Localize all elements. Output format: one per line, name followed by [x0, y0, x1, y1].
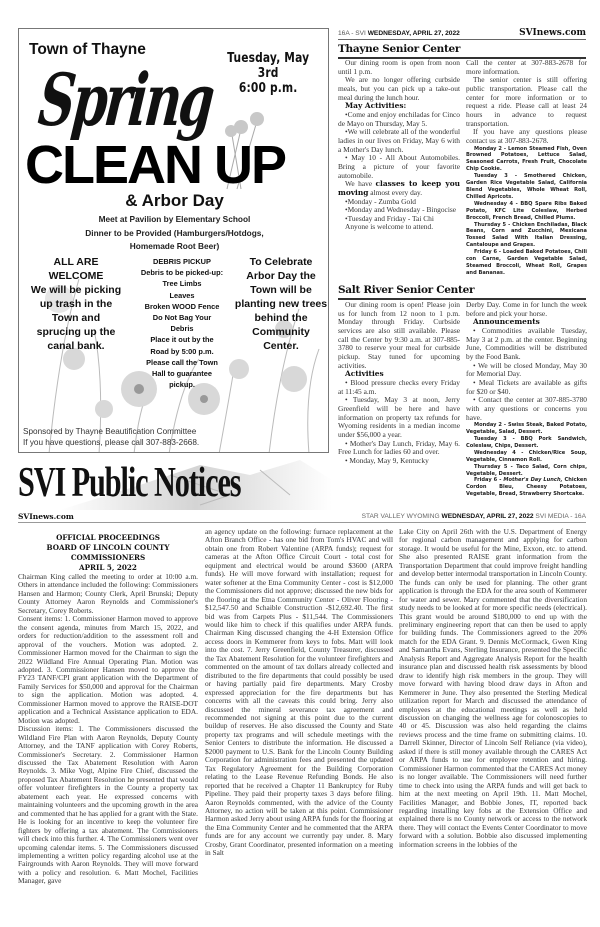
banner-title: SVI Public Notices [18, 460, 241, 506]
paragraph: •Monday - Zumba Gold [345, 196, 416, 206]
flyer-sponsor-phone: If you have questions, please call 307-883-2668. [23, 437, 200, 447]
text: We have [345, 179, 376, 189]
italic-text: Mother's Day Lunch, [503, 477, 563, 484]
paragraph: •Come and enjoy enchiladas for Cinco de Mayo on Thursday, May 5. [338, 109, 460, 128]
folio-date: WEDNESDAY, APRIL 27, 2022 [441, 513, 534, 520]
flyer-line: Place it out by the [150, 335, 214, 345]
paragraph: • Blood pressure checks every Friday at 11:45 a.m. [338, 377, 460, 396]
menu-item: Friday 6 - Loaded Baked Potatoes, Chili con Carne, Garden Vegetable Salad, Steamed Broccoli, Wheat Roll, Grapes and Bananas. [466, 249, 587, 276]
folio-page: SVI MEDIA - 16A [535, 513, 586, 520]
flyer-date-day: Tuesday, May 3rd [227, 51, 310, 81]
section-title: Thayne Senior Center [338, 43, 461, 55]
salt-river-column-2 [466, 301, 587, 507]
thayne-column-1 [338, 59, 460, 284]
notices-column-1 [18, 528, 198, 898]
flyer-date [219, 51, 317, 96]
paragraph: • We will be closed Monday, May 30 for Memorial Day. [466, 360, 587, 379]
flyer-line: up trash in the [39, 298, 113, 310]
paragraph: • Contact the center at 307-885-3780 with any questions or concerns you have. [466, 395, 587, 422]
paragraph: • Commodities available Tuesday, May 3 at 2 p.m. at the center. Beginning June, Commodities will be distributed by the Food Bank. [466, 325, 587, 361]
flyer-line: Hall to guarantee [152, 369, 212, 379]
public-notices-banner [0, 455, 332, 511]
flyer-subheadline: & Arbor Day [125, 191, 224, 210]
text: Chicken Cordon Bleu, Cheesy Potatoes, Vegetable, Bread, Strawberry Shortcake. [466, 477, 587, 498]
menu-item [466, 477, 587, 498]
flyer-line: To Celebrate [249, 256, 313, 268]
flyer-arbor-day [232, 255, 329, 353]
thayne-column-2 [466, 59, 587, 284]
flyer-line: DEBRIS PICKUP [153, 257, 211, 266]
paragraph: We are no longer offering curbside meals, but you can pick up a take-out meal during the lunch hour. [338, 75, 460, 102]
flyer-sponsor-line: Sponsored by Thayne Beautification Committee [23, 427, 197, 436]
flyer-line: sprucing up the [36, 326, 116, 338]
flyer-spring-script: Spring [35, 57, 216, 142]
notices-column-3 [399, 528, 587, 898]
paragraph: • Mother's Day Lunch, Friday, May 6. Free Lunch for ladies 60 and over. [338, 438, 460, 457]
subheading: Announcements [473, 317, 540, 327]
section-title: Salt River Senior Center [338, 284, 475, 296]
flyer-line: canal bank. [47, 340, 105, 352]
subheading: Activities [345, 369, 384, 379]
notice-date: APRIL 5, 2022 [79, 563, 137, 572]
flyer-welcome [21, 255, 131, 353]
menu-item: Wednesday 4 - Chicken/Rice Soup, Vegetable, Cinnamon Roll. [466, 449, 587, 463]
salt-river-column-1 [338, 301, 460, 507]
paragraph: •We will celebrate all of the wonderful ladies in our lives on Friday, May 6 with a Mother's Day lunch. [338, 127, 460, 154]
paragraph: • Meal Tickets are available as gifts for $20 or $40. [466, 377, 587, 396]
menu-item: Monday 2 - Swiss Steak, Baked Potato, Vegetable, Salad, Dessert. [466, 422, 587, 436]
flyer-line: Arbor Day the [246, 270, 316, 282]
banner-site-link[interactable]: SVInews.com [18, 512, 74, 521]
flyer-line: Town and [51, 312, 101, 324]
text: Friday 6 - [474, 477, 504, 484]
paragraph: •Monday and Wednesday - Bingocise [345, 205, 457, 215]
menu-item: Wednesday 4 - BBQ Spare Ribs Baked Potato, KFC Lite Coleslaw, Herbed Broccoli, French Bread, Chilled Plums. [466, 200, 587, 221]
flyer-line: behind the [254, 312, 308, 324]
paragraph: • May 10 - All About Automobiles. Bring a picture of your favorite automobile. [338, 153, 460, 180]
flyer-line: ALL ARE [53, 256, 99, 268]
page-folio [338, 30, 460, 37]
menu-item: Thursday 5 - Taco Salad, Corn chips, Vegetable, Dessert. [466, 463, 587, 477]
notice-heading: OFFICIAL PROCEEDINGS [56, 533, 160, 542]
flyer-info-line: Homemade Root Beer) [129, 241, 220, 251]
paragraph: • Monday, May 9, Kentucky [345, 455, 429, 465]
flyer-line: Please call the Town [146, 357, 218, 367]
notices-column-2 [205, 528, 393, 898]
menu-item: Tuesday 3 - BBQ Pork Sandwich, Coleslaw, Chips, Dessert. [466, 436, 587, 449]
flyer-line: Broken WOOD Fence [144, 301, 220, 311]
flyer-line: planting new trees [234, 298, 328, 310]
paragraph: •Tuesday and Friday - Tai Chi [345, 213, 434, 223]
bold-text: classes to keep you moving [338, 179, 460, 197]
page-date: WEDNESDAY, APRIL 27, 2022 [367, 30, 460, 37]
thayne-menu [466, 146, 587, 277]
paragraph: Derby Day. Come in for lunch the week before and pick your horse. [466, 301, 587, 318]
paragraph: Lake City on April 26th with the U.S. Department of Energy for regional carbon management and applying for carbon storage. It would be useful for the Mine, Exxon, etc. to attend. She also presented RAISE grant information from the Transportation Department that could improve freight handling and develop better intermodal transportation in Lincoln County. The funds can only be used for planning. The other grant application is through the EDA for the area south of Kemmerer for water and sewer. Mary commented that the diversification study needs to be looked at for more specific needs (electrical). This grant would be around $180,000 to end up with the preliminary engineering report that can then be used to apply for building funds. The Commissioners agreed to the 20% match for the EDA Grant. 9. Dennis McCormack, Gwen King and Samantha Evans, Sterling Insurance, presented the Specific Analysis Report and Aggregate Analysis Report for the health insurance plan and discussed health risk assessments by blood draw to identify high risk members in the group. They will move forward with having blood draw days in Afton and Kemmerer in June. They also presented the Sterling Medical utilization report for March and discussed the attendance of employees at the educational meetings as well as held discussion on changing the wellness age for colonoscopies to 40 or 45. Discussion was also held regarding the claims reviews process and the time frame on submitting claims. 10. Darrell Skinner, Director of Lincoln Self Reliance (via video), asked if there is still money available through the CARES Act or ARPA funds to use for employee retention and hiring. Commissioner Harmon commented that the CARES Act money is no longer available. The Commissioners will need further time to check into using the ARPA funds and will get back to him at the next meeting on April 19th. 11. Matt Mochel, Facilities Manager, and Bobbie Jones, IT, reported back regarding installing key fobs at the Extension Office and explained there is no County network or access to the network there. They will contact the Events Center Coordinator to move forward with a solution. Bobbie also discussed implementing information screens in the lobbies of the [399, 528, 587, 849]
flyer-line: Town will be [250, 284, 312, 296]
flyer-headline: CLEAN UP [25, 141, 286, 189]
spring-cleanup-flyer [18, 28, 329, 453]
notice-heading: BOARD OF LINCOLN COUNTY COMMISSIONERS [46, 543, 170, 562]
flyer-line: Tree Limbs [162, 279, 202, 289]
divider [338, 298, 586, 300]
page-section: 16A - SVI [338, 30, 366, 37]
menu-item: Monday 2 - Lemon Steamed Fish, Oven Browned Potatoes, Lettuce Salad, Seasoned Carrots, Fresh Fruit, Chocolate Chip Cookie. [466, 145, 587, 173]
flyer-line: pickup. [169, 380, 195, 390]
menu-item: Tuesday 3 - Smothered Chicken, Garden Rice Vegetable Salad, California Blend Vegetables, Whole Wheat Roll, Chilled Apricots. [466, 173, 587, 200]
flyer-line: WELCOME [48, 270, 104, 282]
paragraph: The senior center is still offering public transportation. Please call the center for more information or to request a ride. Please call at least 24 hours in advance to request transportation. [466, 75, 587, 128]
flyer-line: We will be picking [30, 284, 122, 296]
paragraph: Call the center at 307-883-2678 for more information. [466, 59, 587, 76]
divider [338, 39, 586, 40]
banner-folio [362, 513, 586, 520]
folio-location: STAR VALLEY WYOMING [361, 513, 440, 520]
paragraph [338, 180, 460, 197]
divider [18, 522, 586, 523]
paragraph: Discussion items: 1. The Commissioners discussed the Wildland Fire Plan with Aaron Reynolds, Deputy County Attorney, and the TANF application with Corey Roberts, Commissioner's Secretary. 2. Commissioner Harmon discussed the Tax Abatement Resolution with Aaron Reynolds. 3. Mike Vogt, Alpine Fire Chief, discussed the proposed Tax Abatement Resolution he presented that would offer volunteer firefighters in the County a property tax abatement each year. He expressed concerns with maintaining volunteers and the upcoming growth in the area and commented that he has applied for a grant with the State. He is looking for an incentive to keep the volunteer fire fighters by offering a tax abatement. The Commissioners will check into this further. 4. The Commissioners went over upcoming calendar items. 5. The Commissioners discussed implementing a written policy regarding alcohol use at the Fairgrounds with Aaron Reynolds. They will move forward with a policy and resolution. 6. Matt Mochel, Facilities Manager, gave [18, 724, 198, 886]
flyer-town: Town of Thayne [29, 41, 146, 58]
text: almost every day. [368, 187, 423, 197]
flyer-line: Community [252, 326, 310, 338]
subheading: May Activities: [345, 101, 407, 111]
flyer-date-time: 6:00 p.m. [238, 81, 298, 96]
site-link[interactable]: SVInews.com [519, 28, 586, 38]
paragraph: Chairman King called the meeting to order at 10:00 a.m. Others in attendance included the following: Commissioners Hansen and Harmon; County Clerk, April Brunski; Deputy County Attorney Aaron Reynolds and Commissioner's Secretary, Corey Roberts. [18, 572, 198, 615]
flyer-line: Road by 5:00 p.m. [150, 346, 214, 356]
paragraph: If you have any questions please contact us at 307-883-2678. [466, 127, 587, 145]
paragraph: Anyone is welcome to attend. [345, 222, 434, 232]
flyer-sponsor [23, 427, 199, 448]
flyer-line: Center. [263, 340, 299, 352]
flyer-line: Do Not Bag Your [152, 313, 212, 323]
salt-river-menu [466, 422, 587, 498]
flyer-info-line: Dinner to be Provided (Hamburgers/Hotdogs, [85, 227, 264, 238]
paragraph: Our dining room is open from noon until 1 p.m. [338, 59, 460, 76]
flyer-line: Debris to be picked-up: [140, 268, 224, 278]
flyer-line: Leaves [169, 290, 195, 300]
flyer-line: Debris [170, 324, 194, 334]
paragraph: Consent items: 1. Commissioner Harmon moved to approve the consent agenda, minutes from March 15, 2022, and orders for reduction/addition to the assessment roll and approval of the vouchers. Motion was adopted. 2. Commissioner Harmon moved for the Chairman to sign the 2022 Wildland Fire Annual Operating Plan. Motion was adopted. 3. Commissioner Hansen moved to approve the FY23 TANF/CPI grant application with the Department of Family Services for $50,000 and approval for the Chairman to sign the application. Motion was adopted. 4. Commissioner Harmon moved to approve the RAISE-DOT application and a Technical Assistance application to EDA. Motion was adopted. [18, 614, 198, 725]
paragraph: • Tuesday, May 3 at noon, Jerry Greenfield will be here and have information on property tax refunds for Wyoming residents in a median income under $56,000 a year. [338, 395, 460, 439]
flyer-info [19, 213, 329, 254]
flyer-info-line: Meet at Pavilion by Elementary School [98, 214, 251, 224]
paragraph: Our dining room is open! Please join us for lunch from 12 noon to 1 p.m. Monday through Friday. Curbside services are also still available. Please call the Center by 9:30 a.m. at 307-885-3780 to reserve your meal for curbside pickup. Stay tuned for upcoming activities. [338, 301, 460, 370]
flyer-debris-pickup [133, 256, 231, 390]
menu-item: Thursday 5 - Chicken Enchiladas, Black Beans, Corn and Zucchini, Mexicana Tossed Salad With Italian Dressing, Cantaloupe and Grapes. [466, 221, 587, 249]
paragraph: an agency update on the following: furnace replacement at the Afton Branch Office - has one bid from Tom's HVAC and will obtain one from Robert Valentine (ARPA funds); request for cameras at the Afton Office Circuit Court - total cost for equipment and electrical would be around $3600 (ARPA funds). He will move forward with installation; request for water softener at the Etna Community Center - cost is $12,000 the Commissioners did not approve; discussed the new bids for the flooring at the Etna Community Center - Oliver Flooring - $12,547.50 and Schaible Construction -$12,692.40. The first bid was from Carpets Plus - $11,544. The Commissioners would like him to check if this qualifies under ARPA funds. Chairman King discussed changing the 4-H Extension Office access doors in Kemmerer from keys to fobs. Matt will look into the cost. 7. Jerry Greenfield, County Treasurer, discussed the Tax Abatement Resolution for the volunteer firefighters and commented on the amount of tax dollars already collected and distributed to the fire departments that could possibly be used or having partially paid fire departments. Mary Crosby expressed appreciation for the fire departments but has concerns with all the caveats this could bring. Jerry also discussed the mineral severance tax agreement and recommended not signing at this point due to the current buildup of reserves. He also discussed the County and State property tax programs and will schedule meetings with the Senior Centers to distribute the information. He discussed a $2000 payment to U.S. Bank for the Lincoln County Building Corporation for administration fees and presented the updated Tax Regulatory Agreement for the Building Corporation relating to the Lease Revenue Refunding Bonds. He also reported that he received a Chapter 11 Bankruptcy for Ruby Pipeline. They paid their property taxes 3 days before filing. Aaron Reynolds commented, with the advice of the County Attorney, no action will be taken at this point. Commissioner Harmon asked Jerry about using ARPA funds for the flooring at the Etna Community Center and he commented that the ARPA funds are for any account we currently pay under. 8. Mary Crosby, Grant Coordinator, presented information on a meeting in Salt [205, 528, 393, 858]
